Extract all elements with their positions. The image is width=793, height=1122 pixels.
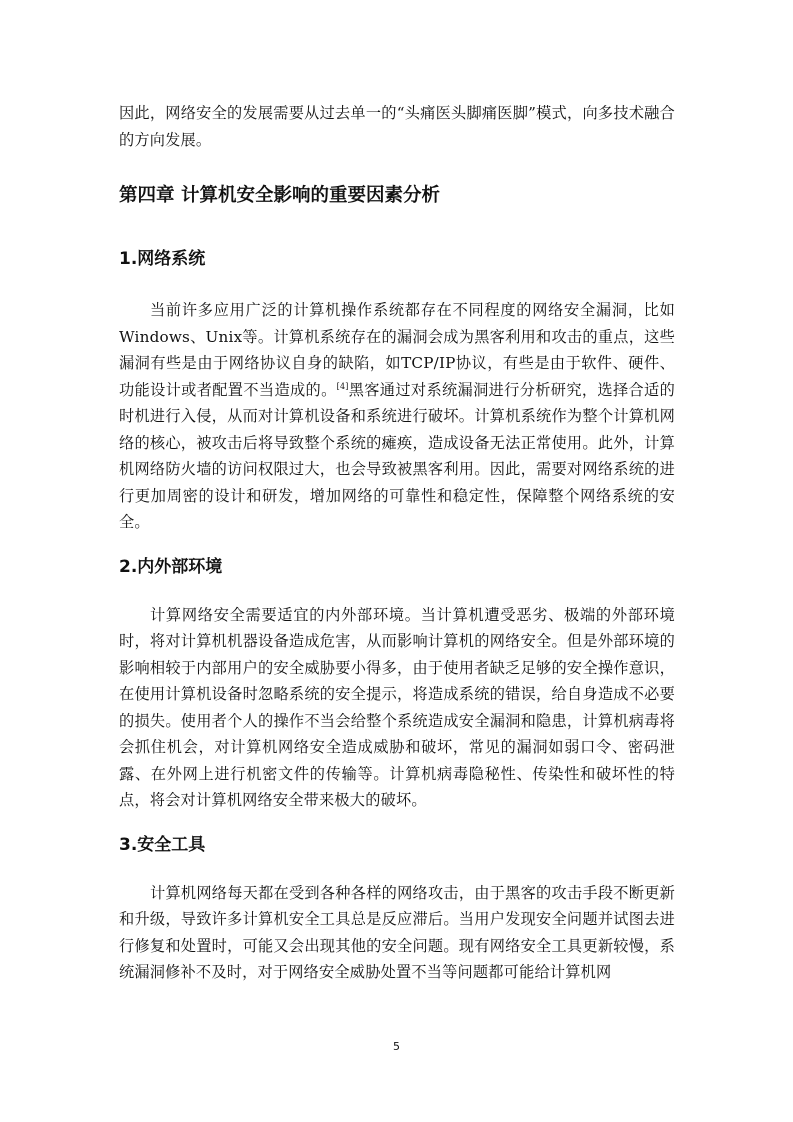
section-title-network-system: 1.网络系统 bbox=[119, 249, 206, 269]
page-number: 5 bbox=[393, 1040, 400, 1053]
section-paragraph-security-tools: 计算机网络每天都在受到各种各样的网络攻击，由于黑客的攻击手段不断更新和升级，导致许多计算机安全工具总是反应滞后。当用户发现安全问题并试图去进行修复和处置时，可能又会出现其他的安全问题。现有网络安全工具更新较慢，系统漏洞修补不及时，对于网络安全威胁处置不当等问题都可能给计算机网 bbox=[119, 883, 675, 981]
section-paragraph-environment: 计算网络安全需要适宜的内外部环境。当计算机遭受恶劣、极端的外部环境时，将对计算机机器设备造成危害，从而影响计算机的网络安全。但是外部环境的影响相较于内部用户的安全威胁要小得多，由于使用者缺乏足够的安全操作意识，在使用计算机设备时忽略系统的安全提示，将造成系统的错误，给自身造成不必要的损失。使用者个人的操作不当会给整个系统造成安全漏洞和隐患，计算机病毒将会抓住机会，对计算机网络安全造成威胁和破坏，常见的漏洞如弱口令、密码泄露、在外网上进行机密文件的传输等。计算机病毒隐秘性、传染性和破坏性的特点，将会对计算机网络安全带来极大的破坏。 bbox=[119, 605, 675, 809]
page-content bbox=[119, 100, 675, 986]
citation-reference: [4] bbox=[336, 381, 349, 391]
section-title-environment: 2.内外部环境 bbox=[119, 556, 223, 577]
paragraph-text: 黑客通过对系统漏洞进行分析研究，选择合适的时机进行入侵，从而对计算机设备和系统进行破坏。计算机系统作为整个计算机网络的核心，被攻击后将导致整个系统的瘫痪，造成设备无法正常使用。此外，计算机网络防火墙的访问权限过大，也会导致被黑客利用。因此，需要对网络系统的进行更加周密的设计和研发，增加网络的可靠性和稳定性，保障整个网络系统的安全。 bbox=[119, 380, 675, 531]
section-paragraph-network-system bbox=[119, 297, 675, 536]
section-title-security-tools: 3.安全工具 bbox=[119, 834, 206, 855]
chapter-title: 第四章 计算机安全影响的重要因素分析 bbox=[119, 185, 440, 206]
intro-paragraph: 因此，网络安全的发展需要从过去单一的“头痛医头脚痛医脚”模式，向多技术融合的方向发展。 bbox=[119, 104, 675, 149]
paragraph-text: 当前许多应用广泛的计算机操作系统都存在不同程度的网络安全漏洞，比如Windows、Unix等。计算机系统存在的漏洞会成为黑客利用和攻击的重点，这些漏洞有些是由于网络协议自身的缺陷，如TCP/IP协议，有些是由于软件、硬件、功能设计或者配置不当造成的。 bbox=[119, 301, 675, 399]
